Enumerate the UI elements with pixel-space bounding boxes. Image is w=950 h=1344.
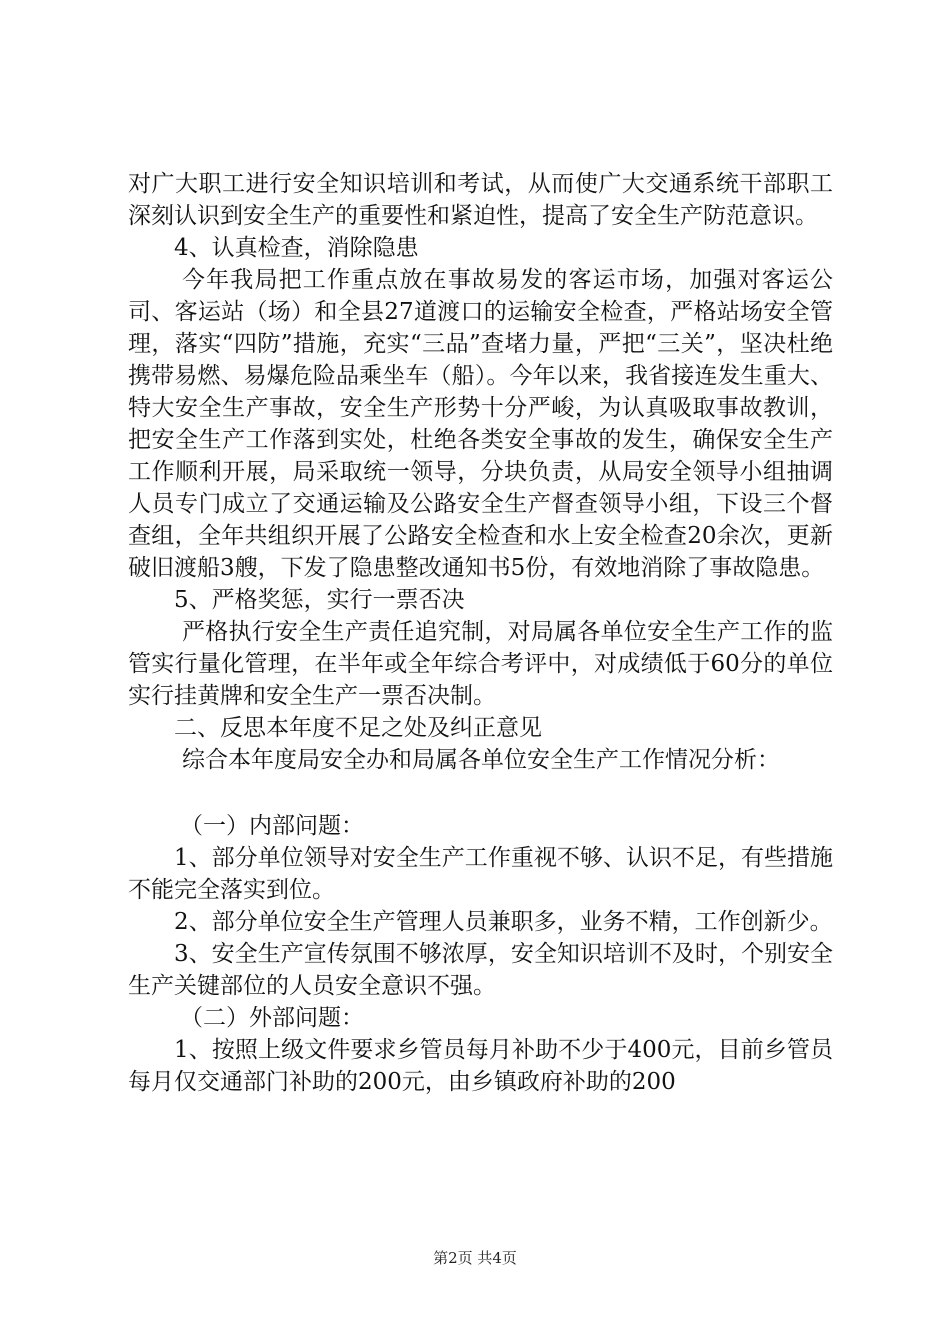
page-number-footer: 第2页 共4页 xyxy=(433,1249,517,1267)
document-body xyxy=(128,168,833,1098)
subheading-external: （二）外部问题： xyxy=(180,1005,364,1031)
blank-line xyxy=(128,776,833,810)
section-heading-5: 5、严格奖惩，实行一票否决 xyxy=(174,587,465,613)
list-item-internal-2: 2、部分单位安全生产管理人员兼职多，业务不精，工作创新少。 xyxy=(174,909,833,935)
section-heading-4: 4、认真检查，消除隐患 xyxy=(174,235,419,261)
section-heading-2: 二、反思本年度不足之处及纠正意见 xyxy=(174,715,542,741)
list-item-external-1: 1、按照上级文件要求乡管员每月补助不少于400元，目前乡管员每月仅交通部门补助的200元，由乡镇政府补助的200 xyxy=(128,1037,833,1095)
paragraph-summary: 综合本年度局安全办和局属各单位安全生产工作情况分析： xyxy=(182,747,780,773)
paragraph-rewards: 严格执行安全生产责任追究制，对局属各单位安全生产工作的监管实行量化管理，在半年或全年综合考评中，对成绩低于60分的单位实行挂黄牌和安全生产一票否决制。 xyxy=(128,619,833,709)
paragraph-inspection: 今年我局把工作重点放在事故易发的客运市场，加强对客运公司、客运站（场）和全县27道渡口的运输安全检查，严格站场安全管理，落实“四防”措施，充实“三品”查堵力量，严把“三关”，坚决杜绝携带易燃、易爆危险品乘坐车（船）。今年以来，我省接连发生重大、特大安全生产事故，安全生产形势十分严峻，为认真吸取事故教训，把安全生产工作落到实处，杜绝各类安全事故的发生，确保安全生产工作顺利开展，局采取统一领导，分块负责，从局安全领导小组抽调人员专门成立了交通运输及公路安全生产督查领导小组，下设三个督查组，全年共组织开展了公路安全检查和水上安全检查20余次，更新破旧渡船3艘，下发了隐患整改通知书5份，有效地消除了事故隐患。 xyxy=(128,267,833,581)
subheading-internal: （一）内部问题： xyxy=(180,813,364,839)
list-item-internal-1: 1、部分单位领导对安全生产工作重视不够、认识不足，有些措施不能完全落实到位。 xyxy=(128,845,833,903)
list-item-internal-3: 3、安全生产宣传氛围不够浓厚，安全知识培训不及时，个别安全生产关键部位的人员安全意识不强。 xyxy=(128,941,833,999)
paragraph-continuation: 对广大职工进行安全知识培训和考试，从而使广大交通系统干部职工深刻认识到安全生产的重要性和紧迫性，提高了安全生产防范意识。 xyxy=(128,171,833,229)
